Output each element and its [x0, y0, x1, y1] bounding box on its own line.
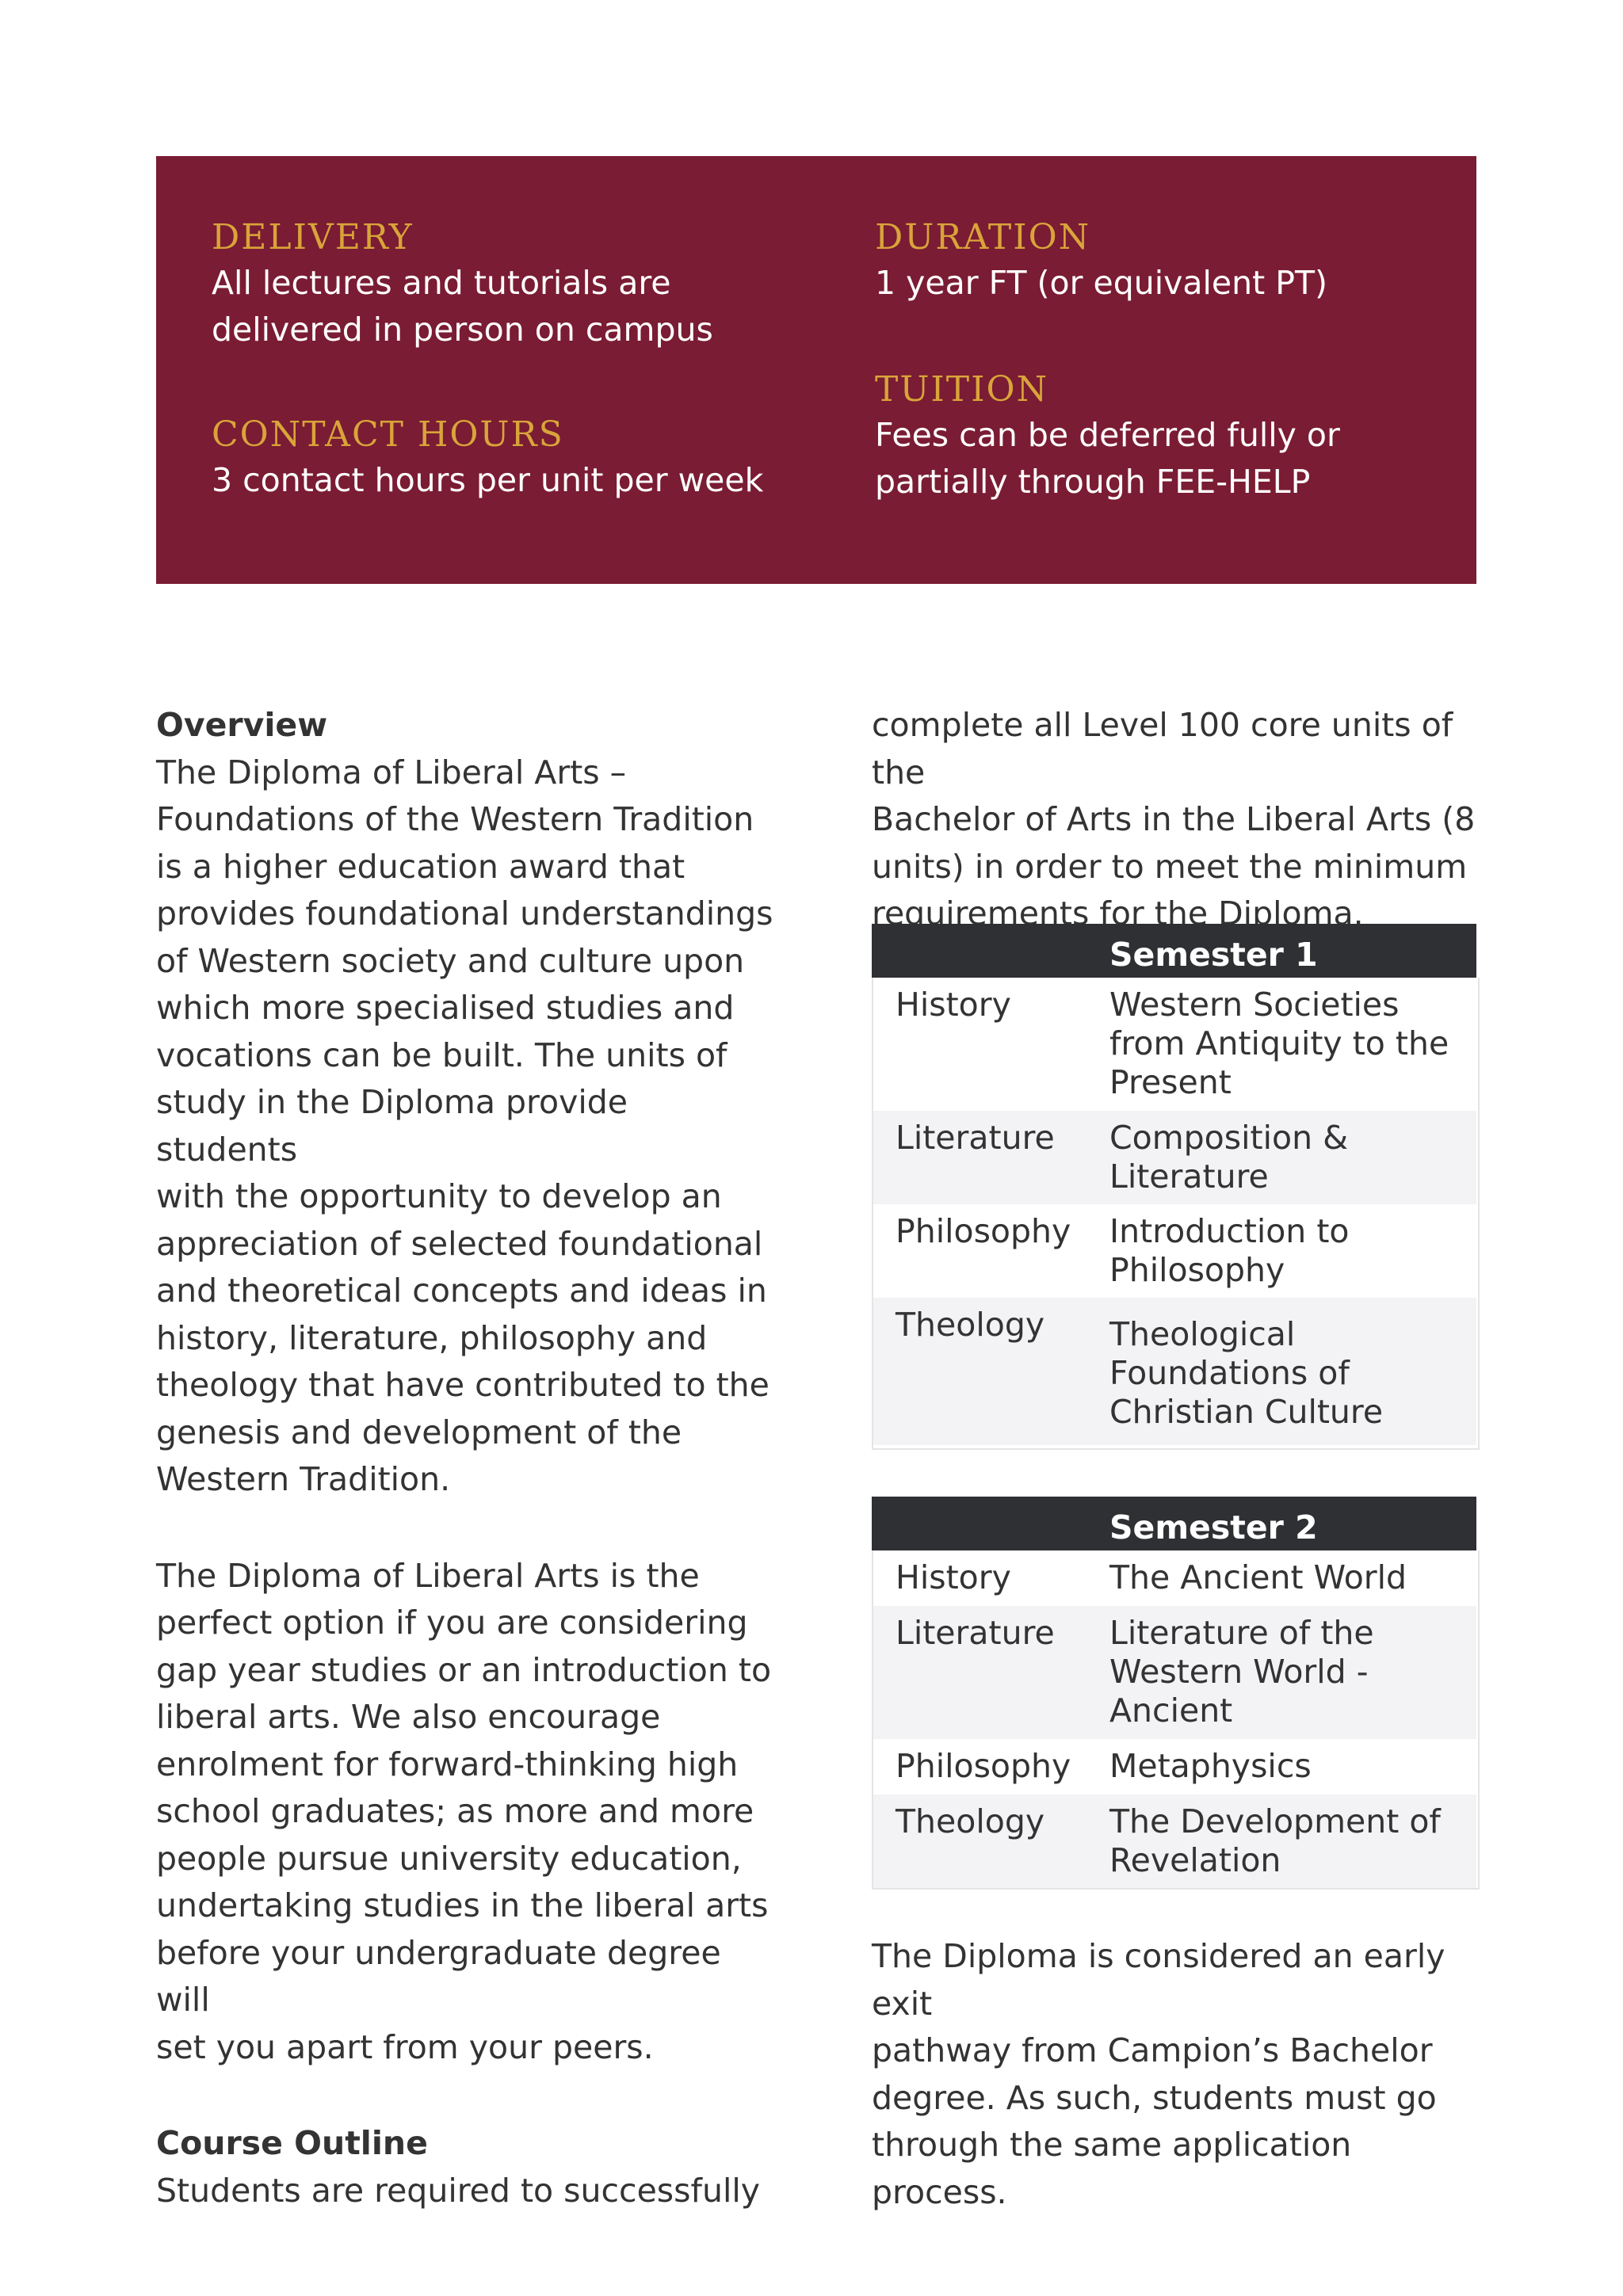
intro-line: Bachelor of Arts in the Liberal Arts (8 [872, 800, 1476, 838]
unit-line: Western World - [1109, 1653, 1369, 1691]
closing-line: pathway from Campion’s Bachelor [872, 2031, 1433, 2069]
overview-line: with the opportunity to develop an [156, 1177, 722, 1215]
para2-line: set you apart from your peers. [156, 2027, 654, 2066]
subject-cell: Philosophy [896, 1747, 1071, 1785]
duration-heading: DURATION [875, 217, 1091, 257]
tuition-block [875, 368, 1340, 505]
paragraph-gap [156, 2071, 774, 2120]
duration-text: 1 year FT (or equivalent PT) [875, 264, 1328, 302]
overview-heading: Overview [156, 706, 328, 744]
semester-2-border [872, 1550, 1480, 1890]
para2-line: liberal arts. We also encourage [156, 1698, 661, 1736]
delivery-text-line: All lectures and tutorials are [212, 264, 671, 302]
delivery-heading: DELIVERY [212, 217, 414, 257]
para2-line: gap year studies or an introduction to [156, 1650, 772, 1689]
overview-line: of Western society and culture upon [156, 941, 745, 980]
overview-line: history, literature, philosophy and [156, 1318, 708, 1357]
para2-line: undertaking studies in the liberal arts [156, 1886, 769, 1924]
para2-line: before your undergraduate degree will [156, 1933, 721, 2019]
info-banner [156, 156, 1476, 584]
tuition-text-line: partially through FEE-HELP [875, 463, 1311, 501]
overview-line: provides foundational understandings [156, 894, 773, 933]
unit-line: Literature of the [1109, 1614, 1374, 1652]
overview-line: which more specialised studies and [156, 989, 735, 1027]
semester-2-title: Semester 2 [1109, 1508, 1318, 1547]
overview-line: theology that have contributed to the [156, 1366, 769, 1404]
overview-line: appreciation of selected foundational [156, 1224, 763, 1263]
unit-line: Philosophy [1109, 1251, 1285, 1289]
para2-line: The Diploma of Liberal Arts is the [156, 1556, 700, 1595]
para2-line: school graduates; as more and more [156, 1792, 754, 1830]
left-column [156, 702, 774, 2214]
closing-line: degree. As such, students must go [872, 2078, 1437, 2117]
delivery-block [212, 215, 713, 353]
unit-line: Theological [1109, 1315, 1296, 1353]
para2-line: enrolment for forward-thinking high [156, 1745, 739, 1783]
unit-line: Christian Culture [1109, 1393, 1384, 1431]
delivery-text-line: delivered in person on campus [212, 311, 713, 349]
unit-line: The Ancient World [1109, 1558, 1407, 1596]
overview-line: Western Tradition. [156, 1460, 451, 1498]
semester-1-border [872, 978, 1480, 1450]
unit-line: Literature [1109, 1158, 1269, 1196]
unit-line: Composition & [1109, 1119, 1349, 1157]
overview-line: The Diploma of Liberal Arts – [156, 753, 627, 791]
overview-line: and theoretical concepts and ideas in [156, 1272, 767, 1310]
contact-hours-heading: CONTACT HOURS [212, 414, 564, 455]
subject-cell: Literature [896, 1119, 1055, 1157]
unit-line: Ancient [1109, 1691, 1233, 1730]
subject-cell: History [896, 986, 1011, 1024]
semester-1-title: Semester 1 [1109, 936, 1318, 974]
tuition-heading: TUITION [875, 369, 1049, 410]
overview-line: genesis and development of the [156, 1413, 682, 1451]
unit-line: from Antiquity to the [1109, 1024, 1449, 1062]
intro-line: requirements for the Diploma. [872, 894, 1364, 933]
overview-line: Foundations of the Western Tradition [156, 800, 754, 838]
closing-line: through the same application process. [872, 2126, 1352, 2211]
unit-line: Present [1109, 1063, 1232, 1101]
semester-1-header [872, 924, 1476, 978]
duration-block [875, 215, 1327, 307]
tuition-text-line: Fees can be deferred fully or [875, 416, 1340, 454]
subject-cell: Theology [896, 1802, 1045, 1840]
overview-line: study in the Diploma provide students [156, 1083, 628, 1169]
unit-line: Introduction to [1109, 1212, 1350, 1250]
closing-line: The Diploma is considered an early exit [872, 1937, 1445, 2023]
contact-hours-text: 3 contact hours per unit per week [212, 461, 764, 499]
intro-line: complete all Level 100 core units of the [872, 706, 1453, 791]
intro-line: units) in order to meet the minimum [872, 847, 1468, 886]
paragraph-gap [156, 1504, 774, 1553]
right-closing [872, 1933, 1482, 2216]
contact-hours-block [212, 413, 763, 504]
unit-line: Metaphysics [1109, 1747, 1312, 1785]
para2-line: perfect option if you are considering [156, 1604, 748, 1642]
right-intro [872, 702, 1482, 938]
subject-cell: Philosophy [896, 1212, 1071, 1250]
subject-cell: Literature [896, 1614, 1055, 1652]
unit-line: Foundations of [1109, 1354, 1350, 1392]
subject-cell: History [896, 1558, 1011, 1596]
course-outline-heading: Course Outline [156, 2124, 428, 2162]
semester-2-header [872, 1497, 1476, 1550]
overview-line: is a higher education award that [156, 847, 685, 886]
unit-line: The Development of [1109, 1802, 1441, 1840]
overview-line: vocations can be built. The units of [156, 1035, 727, 1074]
unit-line: Revelation [1109, 1841, 1281, 1879]
para2-line: people pursue university education, [156, 1839, 742, 1878]
course-outline-line: Students are required to successfully [156, 2171, 760, 2210]
unit-line: Western Societies [1109, 986, 1400, 1024]
subject-cell: Theology [896, 1306, 1045, 1344]
